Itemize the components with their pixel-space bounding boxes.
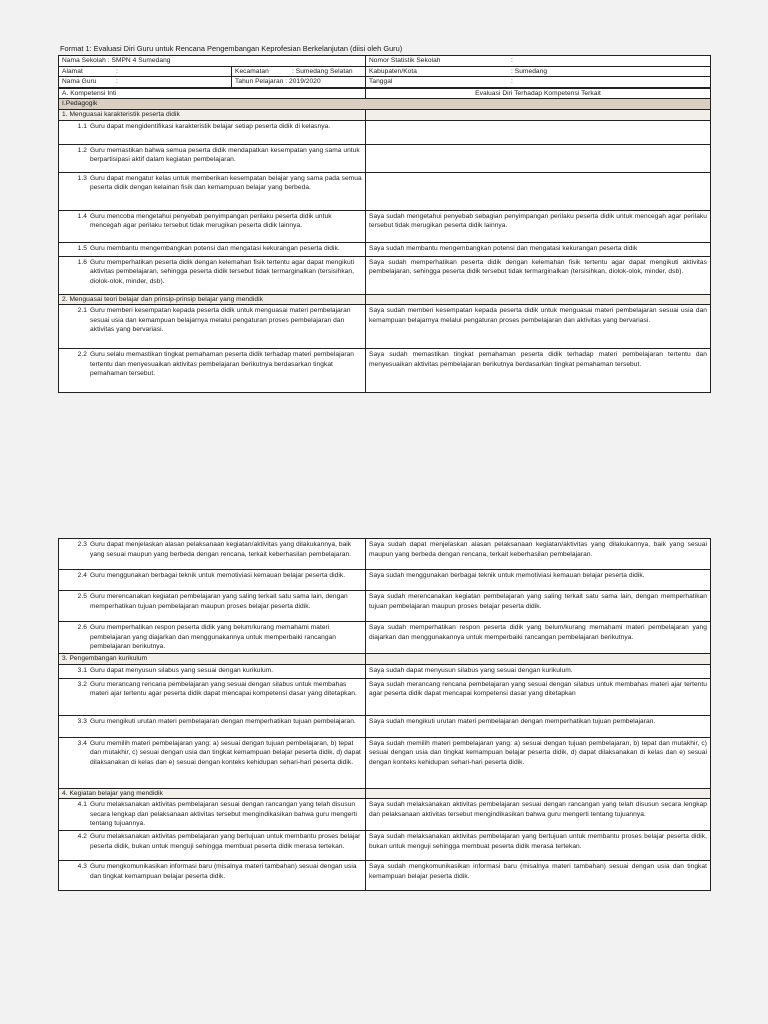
self-evaluation-text: Saya sudah menggunakan berbagai teknik untuk memotiviasi kemauan belajar peserta didik. (369, 572, 645, 579)
competency-row (59, 144, 711, 172)
self-evaluation-cell (366, 120, 711, 144)
indicator-number: 1.1 (77, 122, 87, 130)
indicator-number: 4.1 (77, 801, 87, 809)
indicator-text: Guru dapat menjelaskan alasan pelaksanaan kegiatan/aktivitas yang dilakukannya, baik yang sesuai maupun yang berbeda dengan rencana, terkait keberhasilan pembelajaran. (90, 541, 352, 558)
page2-sheet (58, 538, 710, 891)
self-evaluation-cell (366, 172, 711, 210)
indicator-cell (59, 678, 366, 715)
indicator-text: Guru merancang rencana pembelajaran yang sesuai dengan silabus untuk membahas materi ajar tertentu agar peserta didik dapat mencapai kompetensi dasar yang ditetapkan. (90, 680, 357, 698)
self-evaluation-text: Saya sudah mengetahui penyebab sebagian penyimpangan perilaku peserta didik untuk mencegah agar perilaku tersebut tidak merugikan peserta didik lainnya. (369, 212, 707, 230)
indicator-text: Guru mengkomunikasikan informasi baru (misalnya materi tambahan) sesuai dengan usia dan tingkat kemampuan belajar peserta didik. (90, 862, 357, 880)
indicator-text: Guru memperhatikan peserta didik dengan kelemahan fisik tertentu agar dapat mengikuti aktivitas pembelajaran, sehingga peserta didik tersebut tidak termarginalkan (tersisihkan, diolok-olok, minder, dsb). (90, 258, 355, 285)
self-evaluation-text: Saya sudah memperhatikan respon peserta didik yang belum/kurang memahami materi pembelajaran yang diajarkan dan menggunakannya untuk memperbaiki rancangan pembelajaran berikutnya. (369, 624, 707, 641)
self-evaluation-cell (366, 664, 711, 678)
indicator-number: 1.6 (77, 258, 87, 266)
indicator-cell (59, 172, 366, 210)
self-evaluation-cell (366, 144, 711, 172)
indicator-cell (59, 715, 366, 737)
indicator-text: Guru selalu memastikan tingkat pemahaman peserta didik terhadap materi pembelajaran tertentu dan menyesuaikan aktivitas pembelajaran berikutnya berdasarkan tingkat pemahaman tersebut. (90, 351, 355, 378)
tanggal-cell (366, 77, 711, 88)
section-heading: 4. Kegiatan belajar yang mendidik (59, 788, 366, 799)
indicator-number: 2.1 (77, 307, 87, 315)
indicator-cell (59, 799, 366, 831)
indicator-cell (59, 737, 366, 788)
page1-sheet (58, 55, 710, 393)
tanggal-label: Tanggal (369, 78, 393, 86)
competency-row (59, 305, 711, 349)
self-evaluation-text: Saya sudah merancang rencana pembelajaran yang sesuai dengan silabus untuk membahas materi ajar tertentu agar peserta didik dapat mencapai kompetensi dasar yang ditetapkan (369, 680, 707, 698)
indicator-number: 2.2 (77, 351, 87, 359)
indicator-number: 3.1 (77, 666, 87, 674)
indicator-number: 1.3 (77, 174, 87, 182)
indicator-number: 4.2 (77, 832, 87, 840)
competency-row (59, 860, 711, 890)
indicator-number: 1.4 (77, 212, 87, 220)
self-evaluation-text: Saya sudah memperhatikan peserta didik dengan kelemahan fisik tertentu agar dapat mengikuti aktivitas pembelajaran, sehingga peserta didik tersebut tidak termarginalkan (tersisihkan, diolok-olok, minder, dsb). (369, 258, 707, 276)
indicator-text: Guru memilih materi pembelajaran yang: a) sesuai dengan tujuan pembelajaran, b) tepat dan mutakhir, c) sesuai dengan usia dan tingkat kemampuan belajar peserta didik, d) dapat dilaksanakan di kelas dan e) sesuai dengan konteks kehidupan sehari-hari peserta didik. (90, 739, 361, 766)
self-evaluation-text: Saya sudah mengikuti urutan materi pembelajaran dengan memperhatikan tujuan pembelajaran. (369, 717, 656, 725)
indicator-text: Guru dapat mengatur kelas untuk memberikan kesempatan belajar yang sama pada semua peserta didik dengan kelainan fisik dan kemampuan belajar yang berbeda. (90, 174, 362, 192)
competency-row (59, 172, 711, 210)
self-evaluation-text: Saya sudah melaksanakan aktivitas pembelajaran sesuai dengan rancangan yang telah disusun secara lengkap dan pelaksanaan aktivitas tersebut mengindikasikan bahwa guru mengerti tentang tujuannya. (369, 801, 707, 818)
kabupaten-label: Kabupaten/Kota (369, 67, 417, 75)
self-evaluation-cell (366, 210, 711, 242)
format-title: Format 1: Evaluasi Diri Guru untuk Rencana Pengembangan Keprofesian Berkelanjutan (diisi oleh Guru) (60, 44, 403, 53)
indicator-number: 2.3 (77, 541, 87, 548)
col-kompetensi-inti: A. Kompetensi Inti (59, 88, 366, 99)
section-heading: 3. Pengembangan kurikulum (59, 654, 366, 665)
self-evaluation-text: Saya sudah dapat menyusun silabus yang sesuai dengan kurikulum. (369, 666, 573, 674)
competency-row (59, 539, 711, 570)
indicator-text: Guru dapat mengidentifikasi karakteristik belajar setiap peserta didik di kelasnya. (90, 122, 331, 130)
self-evaluation-text: Saya sudah memilih materi pembelajaran yang: a) sesuai dengan tujuan pembelajaran, b) tepat dan mutakhir, c) sesuai dengan usia dan tingkat kemampuan belajar peserta didik, d) dapat dilaksanakan di kelas dan e) sesuai dengan konteks kehidupan sehari-hari peserta didik. (369, 739, 707, 766)
indicator-number: 2.5 (77, 593, 87, 600)
self-evaluation-text: Saya sudah mengkomunikasikan informasi baru (misalnya materi tambahan) sesuai dengan usia dan tingkat kemampuan belajar peserta didik. (369, 862, 707, 880)
self-evaluation-cell (366, 799, 711, 831)
alamat-label: Alamat (62, 67, 83, 75)
competency-table-page2 (58, 538, 711, 891)
indicator-cell (59, 210, 366, 242)
self-evaluation-text: Saya sudah melaksanakan aktivitas pembelajaran yang bertujuan untuk membantu proses belajar peserta didik, bukan untuk menguji sehingga membuat peserta didik merasa tertekan. (369, 832, 707, 850)
self-evaluation-cell (366, 256, 711, 294)
tanggal-value: : (511, 78, 513, 86)
indicator-number: 2.6 (77, 624, 87, 631)
kabupaten-value: : Sumedang (511, 67, 548, 75)
nomor-statistik-label: Nomor Statistik Sekolah (369, 57, 441, 64)
competency-row (59, 256, 711, 294)
indicator-text: Guru membantu mengembangkan potensi dan mengatasi kekurangan peserta didik. (90, 244, 340, 252)
indicator-text: Guru merencanakan kegiatan pembelajaran yang saling terkait satu sama lain, dengan memperhatikan tujuan pembelajaran maupun proses belajar peserta didik. (90, 593, 348, 610)
self-evaluation-cell (366, 622, 711, 654)
indicator-number: 1.2 (77, 146, 87, 154)
competency-row (59, 120, 711, 144)
kecamatan-label: Kecamatan (235, 67, 269, 75)
self-evaluation-cell (366, 830, 711, 860)
self-evaluation-cell (366, 737, 711, 788)
nama-guru-value: : (116, 78, 118, 86)
competency-row (59, 664, 711, 678)
kecamatan-cell (232, 66, 366, 77)
indicator-number: 3.3 (77, 717, 87, 725)
competency-row (59, 591, 711, 622)
indicator-text: Guru menggunakan berbagai teknik untuk memotiviasi kemauan belajar peserta didik. (90, 572, 346, 579)
self-evaluation-text: Saya sudah memberi kesempatan kepada peserta didik untuk menguasai materi pembelajaran sesuai usia dan kemampuan belajarnya melalui pengaturan proses pembelajaran dan aktivitas yang bervariasi. (369, 307, 707, 324)
indicator-cell (59, 664, 366, 678)
self-evaluation-text: Saya sudah merencanakan kegiatan pembelajaran yang saling terkait satu sama lain, dengan memperhatikan tujuan pembelajaran maupun proses belajar peserta didik. (369, 593, 707, 610)
indicator-cell (59, 570, 366, 591)
indicator-text: Guru mencoba mengetahui penyebab penyimpangan perilaku peserta didik untuk mencegah agar perilaku tersebut tidak merugikan peserta didik lainnya. (90, 212, 332, 230)
nama-guru-label: Nama Guru (62, 78, 97, 86)
indicator-cell (59, 144, 366, 172)
nomor-statistik-cell (366, 56, 711, 67)
self-evaluation-text: Saya sudah membantu mengembangkan potensi dan mengatasi kekurangan peserta didik (369, 244, 638, 252)
competency-row (59, 349, 711, 393)
self-evaluation-cell (366, 539, 711, 570)
header-table (58, 55, 711, 88)
alamat-value: : (116, 67, 118, 75)
indicator-cell (59, 539, 366, 570)
pedagogik-heading: I.Pedagogik (59, 99, 711, 110)
self-evaluation-cell (366, 591, 711, 622)
indicator-number: 1.5 (77, 244, 87, 252)
tahun-pelajaran: Tahun Pelajaran : 2019/2020 (232, 77, 366, 88)
indicator-text: Guru melaksanakan aktivitas pembelajaran yang bertujuan untuk membantu proses belajar peserta didik, bukan untuk menguji sehingga membuat peserta didik merasa tertekan. (90, 832, 361, 850)
kecamatan-value: : Sumedang Selatan (292, 67, 353, 75)
self-evaluation-cell (366, 715, 711, 737)
indicator-number: 2.4 (77, 572, 87, 579)
competency-row (59, 678, 711, 715)
self-evaluation-text: Saya sudah dapat menjelaskan alasan pelaksanaan kegiatan/aktivitas yang dilakukannya, baik yang sesuai maupun yang berbeda dengan rencana, terkait keberhasilan pembelajaran. (369, 541, 707, 558)
nama-sekolah: Nama Sekolah : SMPN 4 Sumedang (59, 56, 366, 67)
indicator-cell (59, 305, 366, 349)
col-evaluasi-diri: Evaluasi Diri Terhadap Kompetensi Terkait (366, 88, 711, 99)
indicator-cell (59, 349, 366, 393)
indicator-number: 3.4 (77, 739, 87, 747)
competency-row (59, 715, 711, 737)
indicator-text: Guru mengikuti urutan materi pembelajaran dengan memperhatikan tujuan pembelajaran. (90, 717, 356, 725)
indicator-text: Guru memperhatikan respon peserta didik yang belum/kurang memahami materi pembelajaran yang diajarkan dan menggunakannya untuk memperbaiki rancangan pembelajaran berikutnya. (90, 624, 336, 651)
indicator-cell (59, 242, 366, 256)
indicator-text: Guru melaksanakan aktivitas pembelajaran sesuai dengan rancangan yang telah disusun secara lengkap dan pelaksanaan aktivitas tersebut mengindikasikan bahwa guru mengerti tentang tujuannya. (90, 801, 358, 828)
nomor-statistik-value: : (511, 57, 513, 64)
competency-row (59, 737, 711, 788)
self-evaluation-cell (366, 860, 711, 890)
indicator-cell (59, 622, 366, 654)
self-evaluation-text: Saya sudah memastikan tingkat pemahaman peserta didik terhadap materi pembelajaran tertentu dan menyesuaikan aktivitas pembelajaran berikutnya berdasarkan tingkat pemahaman tersebut. (369, 351, 707, 368)
indicator-cell (59, 591, 366, 622)
indicator-cell (59, 256, 366, 294)
indicator-cell (59, 120, 366, 144)
competency-table-page1 (58, 88, 711, 393)
indicator-text: Guru dapat menyusun silabus yang sesuai dengan kurikulum. (90, 666, 274, 674)
competency-row (59, 799, 711, 831)
section-heading: 1. Menguasai karakteristik peserta didik (59, 109, 366, 120)
indicator-cell (59, 860, 366, 890)
self-evaluation-cell (366, 678, 711, 715)
self-evaluation-cell (366, 570, 711, 591)
competency-row (59, 622, 711, 654)
indicator-text: Guru memastikan bahwa semua peserta didik mendapatkan kesempatan yang sama untuk berpartisipasi aktif dalam kegiatan pembelajaran. (90, 146, 360, 164)
alamat-cell (59, 66, 232, 77)
indicator-number: 4.3 (77, 862, 87, 870)
indicator-text: Guru memberi kesempatan kepada peserta didik untuk menguasai materi pembelajaran sesuai usia dan kemampuan belajarnya melalui pengaturan proses pembelajaran dan aktivitas yang bervariasi. (90, 307, 351, 334)
section-heading: 2. Menguasai teori belajar dan prinsip-prinsip belajar yang mendidik (59, 294, 366, 305)
competency-row (59, 570, 711, 591)
self-evaluation-cell (366, 305, 711, 349)
indicator-number: 3.2 (77, 680, 87, 688)
kabupaten-cell (366, 66, 711, 77)
nama-guru-cell (59, 77, 232, 88)
self-evaluation-cell (366, 349, 711, 393)
indicator-cell (59, 830, 366, 860)
self-evaluation-cell (366, 242, 711, 256)
competency-row (59, 210, 711, 242)
competency-row (59, 242, 711, 256)
competency-row (59, 830, 711, 860)
